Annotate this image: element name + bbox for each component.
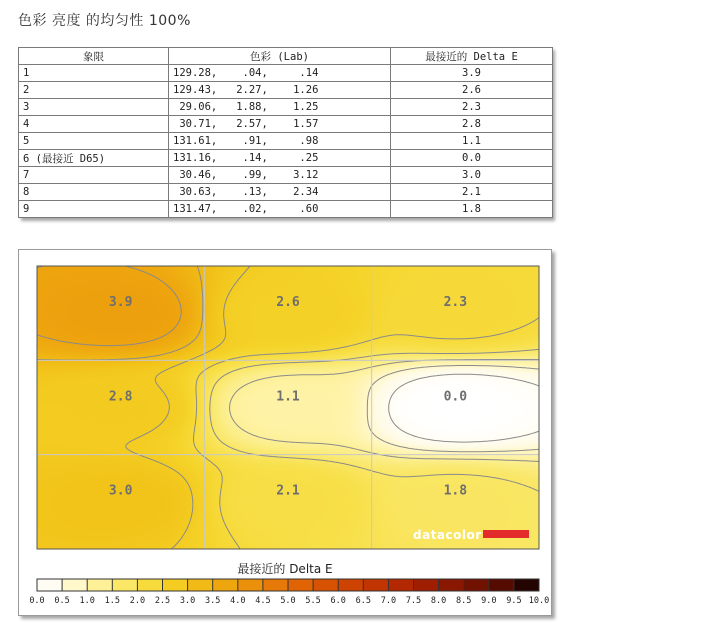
lab-cell: 29.06, 1.88, 1.25 xyxy=(169,99,391,116)
delta-e-cell: 3.0 xyxy=(391,167,553,184)
colorbar-swatch xyxy=(464,579,490,591)
colorbar-swatch xyxy=(514,579,540,591)
cell-value-label: 2.3 xyxy=(443,295,468,310)
lab-cell: 129.43, 2.27, 1.26 xyxy=(169,82,391,99)
header-lab: 色彩 (Lab) xyxy=(169,48,391,65)
table-row xyxy=(19,184,553,201)
colorbar-tick-label: 2.5 xyxy=(154,596,171,606)
cell-value-label: 0.0 xyxy=(443,389,468,405)
colorbar-swatch xyxy=(338,579,364,591)
colorbar-tick-label: 8.5 xyxy=(456,596,472,606)
delta-e-cell: 2.3 xyxy=(391,99,553,116)
colorbar-swatch xyxy=(137,579,163,591)
colorbar-tick-label: 5.5 xyxy=(305,596,321,606)
quadrant-cell: 2 xyxy=(19,82,169,99)
colorbar-swatch xyxy=(87,579,113,591)
colorbar-swatch xyxy=(188,579,214,591)
colorbar-swatch xyxy=(288,579,314,591)
colorbar-tick-label: 4.5 xyxy=(255,596,271,606)
colorbar-tick-label: 8.0 xyxy=(430,596,447,606)
colorbar-tick-label: 6.5 xyxy=(355,596,371,606)
page-title: 色彩 亮度 的均匀性 100% xyxy=(18,13,191,29)
colorbar-swatch xyxy=(313,579,339,591)
uniformity-chart-panel xyxy=(18,249,552,616)
quadrant-cell: 9 xyxy=(19,201,169,218)
header-delta-e: 最接近的 Delta E xyxy=(391,48,553,65)
colorbar-swatch xyxy=(388,579,414,591)
table-row xyxy=(19,167,553,184)
colorbar-tick-label: 10.0 xyxy=(528,596,550,606)
cell-value-label: 3.0 xyxy=(108,483,133,499)
lab-cell: 131.47, .02, .60 xyxy=(169,201,391,218)
table-header-row xyxy=(19,48,553,65)
table-row xyxy=(19,201,553,218)
colorbar-swatch xyxy=(62,579,88,591)
datacolor-logo: datacolor xyxy=(413,528,482,542)
cell-value-label: 1.8 xyxy=(443,483,468,499)
quadrant-cell: 4 xyxy=(19,116,169,133)
delta-e-cell: 0.0 xyxy=(391,150,553,167)
colorbar-swatch xyxy=(37,579,63,591)
colorbar-tick-label: 0.5 xyxy=(54,596,70,606)
colorbar-swatch xyxy=(363,579,389,591)
cell-value-label: 3.9 xyxy=(108,295,133,310)
colorbar-tick-label: 2.0 xyxy=(129,596,146,606)
lab-cell: 129.28, .04, .14 xyxy=(169,65,391,82)
colorbar-swatch xyxy=(263,579,289,591)
colorbar-title: 最接近的 Delta E xyxy=(237,562,333,576)
colorbar-swatch xyxy=(414,579,440,591)
quadrant-cell: 3 xyxy=(19,99,169,116)
delta-e-cell: 1.1 xyxy=(391,133,553,150)
cell-value-label: 1.1 xyxy=(276,389,300,405)
datacolor-logo-bar xyxy=(483,530,529,538)
delta-e-cell: 2.6 xyxy=(391,82,553,99)
lab-cell: 30.46, .99, 3.12 xyxy=(169,167,391,184)
colorbar-swatch xyxy=(439,579,465,591)
colorbar-tick-label: 0.0 xyxy=(29,596,45,606)
colorbar-tick-label: 7.5 xyxy=(405,596,422,606)
uniformity-heatmap-svg xyxy=(19,250,551,615)
table-row xyxy=(19,116,553,133)
colorbar-swatch xyxy=(112,579,138,591)
table-row xyxy=(19,65,553,82)
colorbar-swatch xyxy=(213,579,239,591)
delta-e-cell: 3.9 xyxy=(391,65,553,82)
lab-cell: 30.63, .13, 2.34 xyxy=(169,184,391,201)
colorbar-tick-label: 5.0 xyxy=(280,596,296,606)
colorbar-tick-label: 3.5 xyxy=(205,596,221,606)
quadrant-cell: 7 xyxy=(19,167,169,184)
quadrant-cell: 8 xyxy=(19,184,169,201)
lab-cell: 30.71, 2.57, 1.57 xyxy=(169,116,391,133)
table-row xyxy=(19,150,553,167)
header-quadrant: 象限 xyxy=(19,48,169,65)
uniformity-data-table xyxy=(18,47,553,218)
lab-cell: 131.16, .14, .25 xyxy=(169,150,391,167)
colorbar-tick-label: 1.5 xyxy=(104,596,120,606)
colorbar-tick-label: 9.0 xyxy=(481,596,497,606)
delta-e-cell: 1.8 xyxy=(391,201,553,218)
colorbar-tick-label: 6.0 xyxy=(330,596,346,606)
table-row xyxy=(19,99,553,116)
colorbar-tick-label: 1.0 xyxy=(79,596,95,606)
cell-value-label: 2.6 xyxy=(276,295,300,310)
colorbar-tick-label: 9.5 xyxy=(506,596,522,606)
colorbar-swatch xyxy=(163,579,189,591)
quadrant-cell: 1 xyxy=(19,65,169,82)
quadrant-cell: 5 xyxy=(19,133,169,150)
table-row xyxy=(19,133,553,150)
cell-value-label: 2.8 xyxy=(108,389,133,405)
delta-e-cell: 2.8 xyxy=(391,116,553,133)
table-row xyxy=(19,82,553,99)
colorbar-tick-label: 7.0 xyxy=(380,596,397,606)
quadrant-cell: 6 (最接近 D65) xyxy=(19,150,169,167)
uniformity-table xyxy=(18,47,552,218)
colorbar-tick-label: 3.0 xyxy=(179,596,196,606)
cell-value-label: 2.1 xyxy=(276,483,300,499)
lab-cell: 131.61, .91, .98 xyxy=(169,133,391,150)
colorbar-swatch xyxy=(238,579,264,591)
colorbar-swatch xyxy=(489,579,515,591)
colorbar-tick-label: 4.0 xyxy=(230,596,246,606)
delta-e-cell: 2.1 xyxy=(391,184,553,201)
